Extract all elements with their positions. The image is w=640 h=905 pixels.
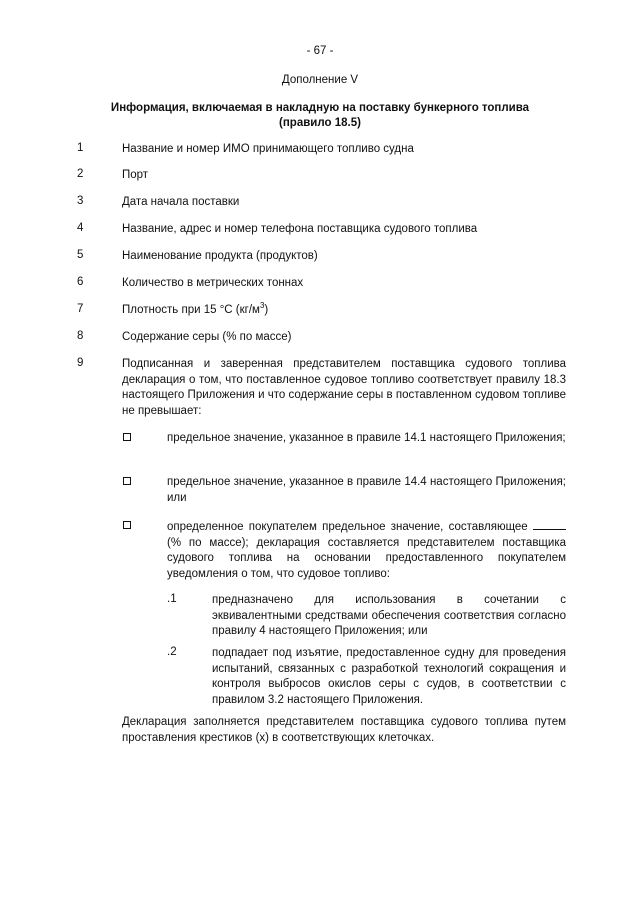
annex-title: Дополнение V: [281, 74, 359, 86]
item-text: Дата начала поставки: [122, 196, 240, 208]
item-text: Название, адрес и номер телефона поставщика судового топлива: [122, 223, 478, 235]
document-title-line2: (правило 18.5): [279, 117, 361, 129]
density-superscript: 3: [259, 301, 265, 311]
item-text: Порт: [122, 169, 149, 181]
item-text: Подписанная и заверенная представителем поставщика судового топлива декларация о том, что поставленное судовое топливо соответствует правилу 18.3 настоящего Приложения и что содержание серы в поставленном судовом топливе не превышает:: [122, 358, 566, 417]
item-text: Содержание серы (% по массе): [122, 331, 292, 343]
document-title: [0, 101, 640, 131]
option-text: предельное значение, указанное в правиле 14.4 настоящего Приложения; или: [167, 476, 566, 504]
option-text-end: (% по массе); декларация составляется представителем поставщика судового топлива на основании предоставленного покупателем уведомления о том, что судовое топливо:: [167, 536, 566, 580]
declaration-note: Декларация заполняется представителем поставщика судового топлива путем проставления крестиков (x) в соответствующих клеточках.: [122, 716, 566, 744]
item-number: 9: [77, 357, 84, 369]
item-number: 1: [77, 142, 84, 154]
sub-item-number: .1: [167, 593, 177, 605]
blank-field[interactable]: [533, 519, 566, 530]
item-text: Количество в метрических тоннах: [122, 277, 304, 289]
sub-item-text: предназначено для использования в сочетании с эквивалентными средствами обеспечения соответствия согласно правилу 4 настоящего Приложения; или: [212, 594, 566, 637]
item-number: 5: [77, 249, 84, 261]
density-text: Плотность при 15 °C (кг/м: [122, 304, 260, 316]
item-number: 4: [77, 222, 84, 234]
item-number: 6: [77, 276, 84, 288]
option-text: предельное значение, указанное в правиле 14.1 настоящего Приложения;: [167, 432, 566, 444]
item-number: 8: [77, 330, 84, 342]
checkbox[interactable]: [123, 477, 131, 485]
item-text: Название и номер ИМО принимающего топливо судна: [122, 143, 414, 155]
checkbox[interactable]: [123, 521, 131, 529]
checkbox[interactable]: [123, 433, 131, 441]
item-text: [122, 303, 566, 319]
option-text-start: определенное покупателем предельное значение, составляющее: [167, 521, 528, 533]
item-number: 2: [77, 168, 84, 180]
item-number: 7: [77, 303, 84, 315]
page-number: - 67 -: [306, 45, 334, 57]
item-number: 3: [77, 195, 84, 207]
document-title-line1: Информация, включаемая в накладную на поставку бункерного топлива: [110, 102, 530, 114]
item-text: Наименование продукта (продуктов): [122, 250, 318, 262]
sub-item-text: подпадает под изъятие, предоставленное судну для проведения испытаний, связанных с разработкой технологий сокращения и контроля выбросов окислов серы с судов, в соответствии с правилом 3.2 настоящего Приложения.: [212, 647, 566, 706]
density-text-end: ): [264, 304, 269, 316]
sub-item-number: .2: [167, 646, 177, 658]
option-text: [167, 519, 566, 582]
